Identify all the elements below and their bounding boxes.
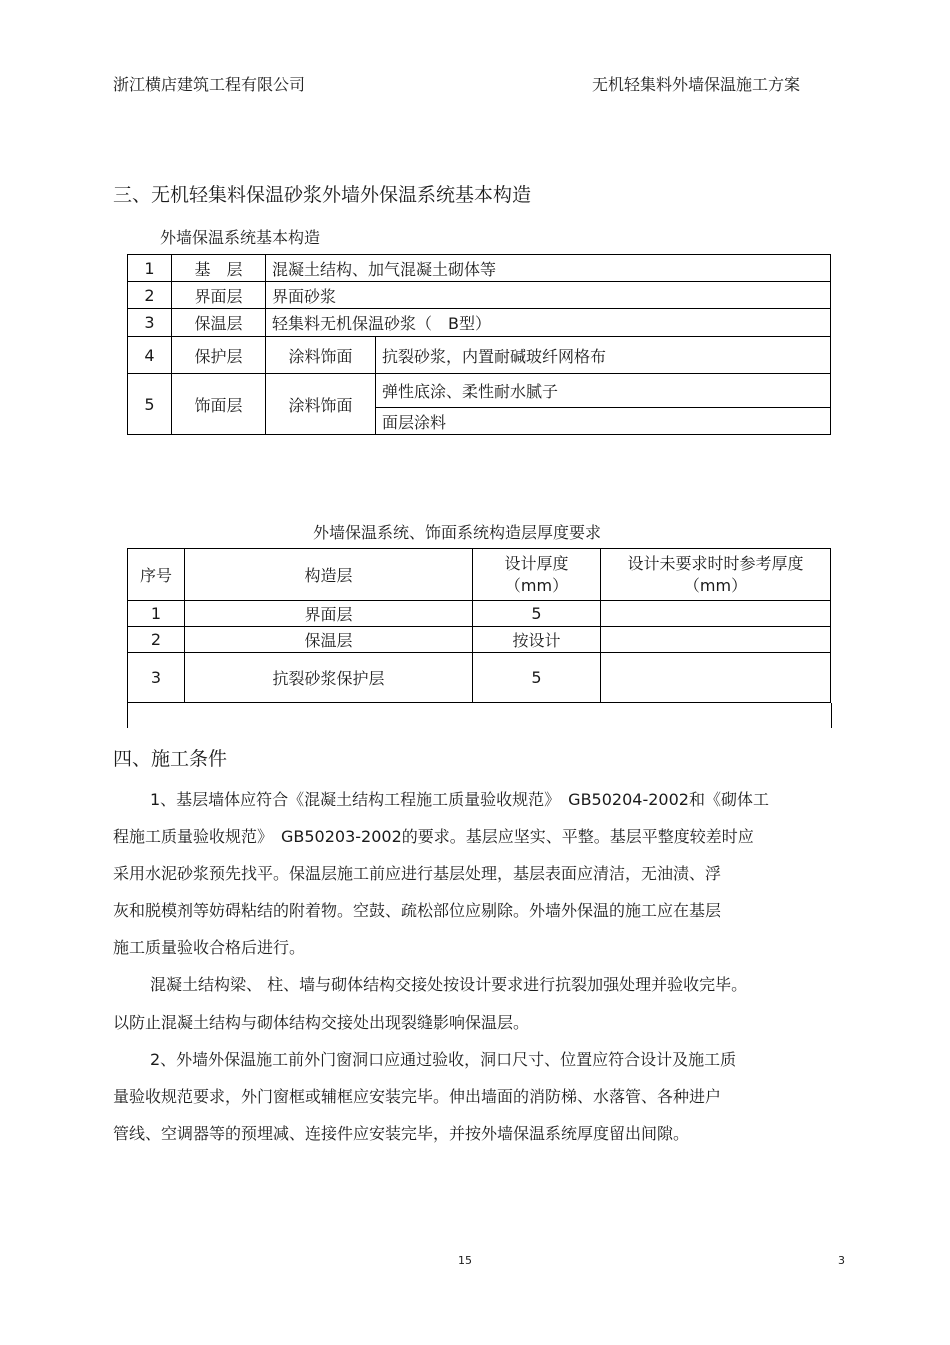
finish-type: 涂料饰面 [266, 374, 376, 435]
paragraph-line: 量验收规范要求，外门窗框或辅框应安装完毕。伸出墙面的消防梯、水落管、各种进户 [113, 1087, 722, 1106]
paragraph-line: 施工质量验收合格后进行。 [113, 938, 306, 957]
finish-type: 涂料饰面 [266, 337, 376, 374]
layer-name: 保护层 [172, 337, 266, 374]
layer-name: 保温层 [172, 309, 266, 337]
table-row [128, 601, 831, 627]
layer-desc: 面层涂料 [376, 408, 831, 435]
table2-caption: 外墙保温系统、饰面系统构造层厚度要求 [313, 523, 602, 542]
paragraph-line: 采用水泥砂浆预先找平。保温层施工前应进行基层处理，基层表面应清洁，无油渍、浮 [113, 864, 722, 883]
table2-continuation [127, 703, 832, 728]
table-row [128, 282, 831, 309]
col-header-design-line2: （mm） [504, 575, 569, 595]
layer-desc: 轻集料无机保温砂浆（ B型） [266, 309, 831, 337]
table-row [128, 627, 831, 653]
col-header-ref-line2: （mm） [683, 575, 748, 595]
layer-name: 界面层 [185, 601, 473, 627]
section4-title: 四、施工条件 [113, 748, 228, 770]
ref-thickness [601, 653, 831, 703]
layer-desc: 弹性底涂、柔性耐水腻子 [376, 374, 831, 408]
layer-name: 抗裂砂浆保护层 [185, 653, 473, 703]
paragraph-line: 1、基层墙体应符合《混凝土结构工程施工质量验收规范》 GB50204-2002和《砌体工 [150, 790, 769, 809]
row-number: 2 [128, 627, 185, 653]
table1-caption: 外墙保温系统基本构造 [160, 228, 321, 247]
row-number: 4 [128, 337, 172, 374]
layer-name: 饰面层 [172, 374, 266, 435]
table-row [128, 255, 831, 282]
table-row [128, 374, 831, 408]
paragraph-line: 灰和脱模剂等妨碍粘结的附着物。空鼓、疏松部位应剔除。外墙外保温的施工应在基层 [113, 901, 722, 920]
row-number: 2 [128, 282, 172, 309]
design-thickness: 5 [473, 653, 601, 703]
row-number: 1 [128, 601, 185, 627]
col-header-ref-line1: 设计未要求时时参考厚度 [627, 553, 804, 573]
ref-thickness [601, 627, 831, 653]
table-row [128, 337, 831, 374]
section3-title: 三、无机轻集料保温砂浆外墙外保温系统基本构造 [113, 184, 532, 206]
footer-page-right: 3 [838, 1254, 845, 1267]
layer-desc: 界面砂浆 [266, 282, 831, 309]
layer-name: 基 层 [172, 255, 266, 282]
table-header-row [128, 549, 831, 601]
design-thickness: 5 [473, 601, 601, 627]
table-row [128, 309, 831, 337]
paragraph-line: 管线、空调器等的预埋减、连接件应安装完毕，并按外墙保温系统厚度留出间隙。 [113, 1124, 690, 1143]
col-header-no: 序号 [128, 549, 185, 601]
layer-name: 保温层 [185, 627, 473, 653]
row-number: 3 [128, 653, 185, 703]
design-thickness: 按设计 [473, 627, 601, 653]
paragraph-line: 以防止混凝土结构与砌体结构交接处出现裂缝影响保温层。 [113, 1013, 530, 1032]
header-doc-title: 无机轻集料外墙保温施工方案 [592, 75, 801, 94]
footer-page-center: 15 [458, 1254, 472, 1267]
col-header-design [473, 549, 601, 601]
paragraph-line: 混凝土结构梁、 柱、墙与砌体结构交接处按设计要求进行抗裂加强处理并验收完毕。 [150, 975, 748, 994]
paragraph-line: 2、外墙外保温施工前外门窗洞口应通过验收，洞口尺寸、位置应符合设计及施工质 [150, 1050, 737, 1069]
table-row [128, 653, 831, 703]
table2 [127, 548, 831, 703]
layer-name: 界面层 [172, 282, 266, 309]
table1 [127, 254, 831, 435]
col-header-design-line1: 设计厚度 [504, 553, 569, 573]
ref-thickness [601, 601, 831, 627]
paragraph-line: 程施工质量验收规范》 GB50203-2002的要求。基层应坚实、平整。基层平整度较差时应 [113, 827, 754, 846]
row-number: 3 [128, 309, 172, 337]
col-header-layer: 构造层 [185, 549, 473, 601]
row-number: 5 [128, 374, 172, 435]
layer-desc: 抗裂砂浆，内置耐碱玻纤网格布 [376, 337, 831, 374]
row-number: 1 [128, 255, 172, 282]
layer-desc: 混凝土结构、加气混凝土砌体等 [266, 255, 831, 282]
col-header-ref [601, 549, 831, 601]
header-company: 浙江横店建筑工程有限公司 [113, 75, 306, 94]
